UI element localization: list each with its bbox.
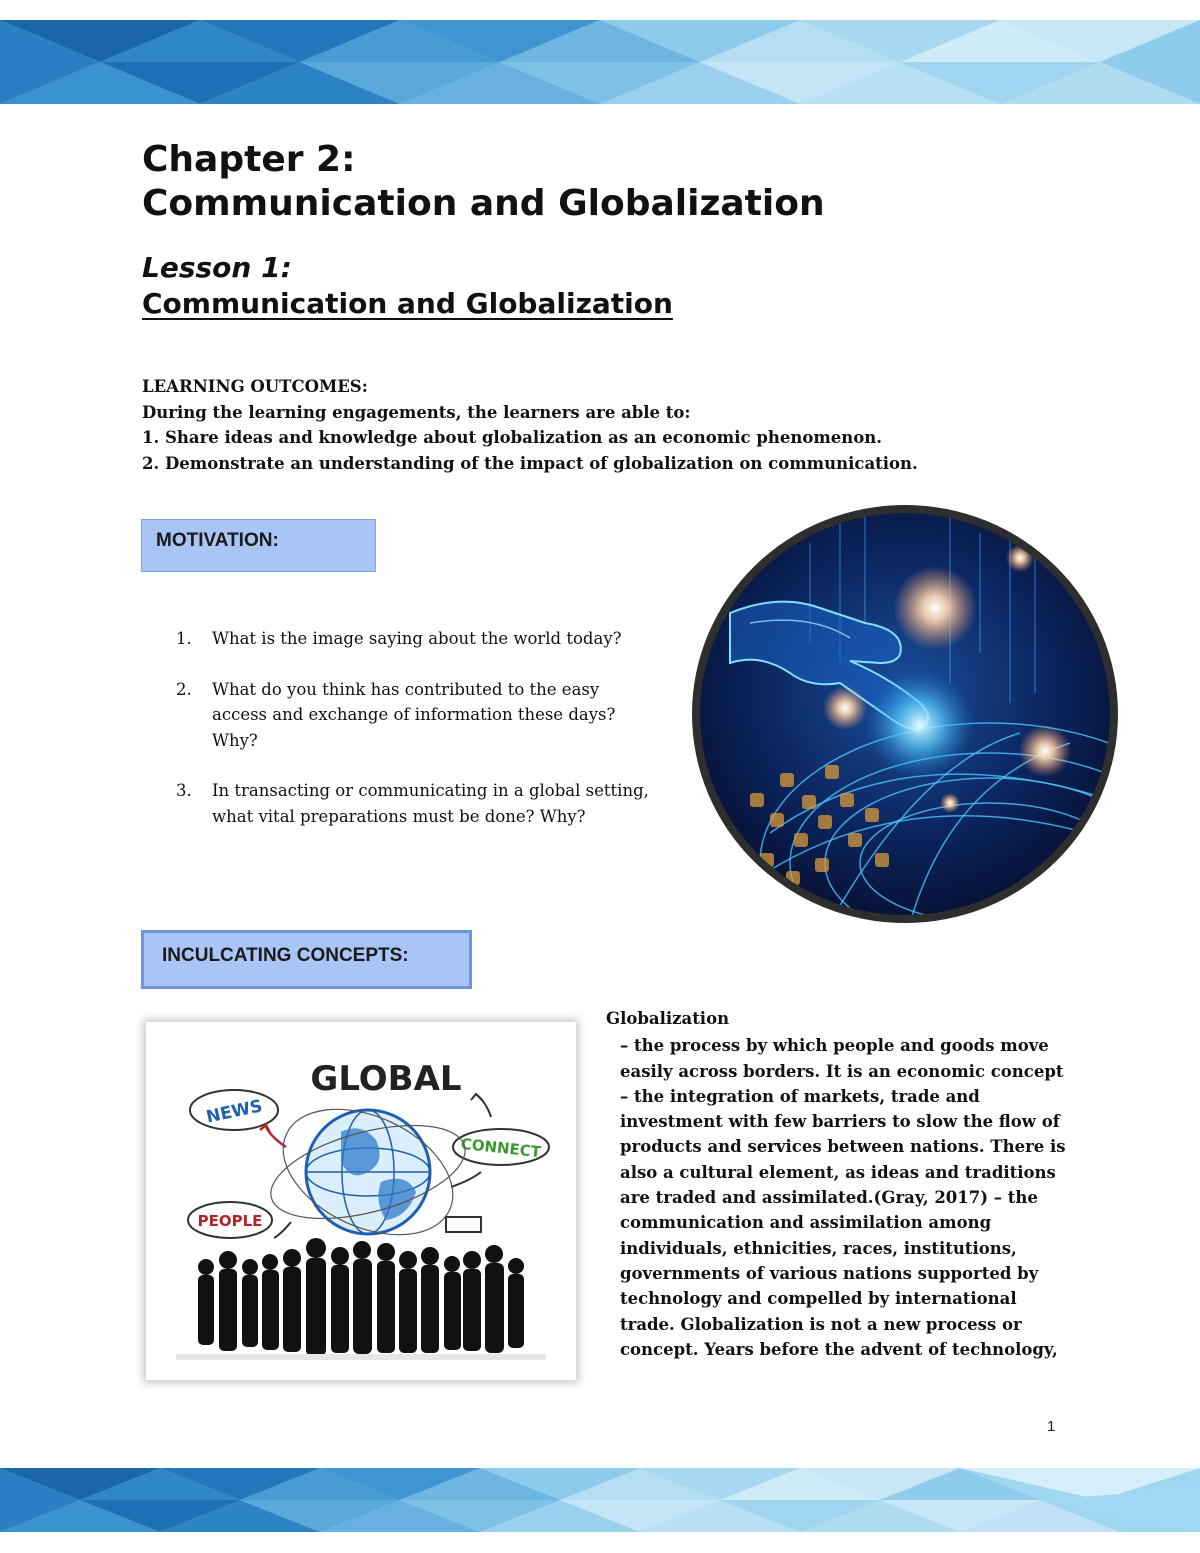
outcome-item: 1. Share ideas and knowledge about globalization as an economic phenomenon. (142, 428, 883, 447)
chapter-heading (142, 138, 825, 226)
lesson-heading (142, 250, 673, 322)
learning-outcomes (142, 374, 918, 476)
question-number: 1. (176, 629, 192, 648)
globalization-body: – the process by which people and goods move easily across borders. It is an economic concept – the integration of markets, trade and investment with few barriers to slow the flow of products and services between nations. There is also a cultural element, as ideas and traditions are traded and assimilated.(Gray, 2017) – the communication and assimilation among individuals, ethnicities, races, institutions, governments of various nations supported by technology and compelled by international trade. Globalization is not a new process or concept. Years before the advent of technology, (620, 1036, 1066, 1359)
tag-people: PEOPLE (197, 1212, 263, 1230)
lesson-number: Lesson 1: (142, 251, 292, 284)
digital-hand-globe-illustration (690, 503, 1120, 923)
global-illustration (146, 1022, 576, 1380)
tag-news: NEWS (204, 1096, 265, 1128)
question-number: 3. (176, 781, 192, 800)
illustration-title: GLOBAL (310, 1059, 462, 1099)
footer-triangle-pattern (0, 1468, 1200, 1532)
header-triangle-pattern (0, 20, 1200, 104)
digital-world-image (690, 503, 1120, 923)
header-decorative-band (0, 20, 1200, 104)
outcomes-intro: During the learning engagements, the learners are able to: (142, 402, 691, 422)
outcomes-heading: LEARNING OUTCOMES: (142, 377, 368, 396)
question-number: 2. (176, 679, 192, 699)
inculcating-concepts-label: INCULCATING CONCEPTS: (141, 930, 472, 989)
tag-connect: CONNECT (459, 1134, 542, 1162)
motivation-questions (176, 626, 676, 854)
question-item (176, 778, 656, 829)
globalization-title: Globalization (606, 1009, 730, 1028)
outcome-item: 2. Demonstrate an understanding of the impact of globalization on communication. (142, 453, 918, 473)
question-text: What is the image saying about the world today? (212, 629, 622, 648)
chapter-title: Communication and Globalization (142, 183, 825, 224)
motivation-label: MOTIVATION: (141, 519, 376, 572)
question-text: In transacting or communicating in a global setting, what vital preparations must be done? Why? (212, 781, 649, 826)
question-text: What do you think has contributed to the easy access and exchange of information these days? Why? (212, 679, 616, 750)
question-item (176, 626, 676, 652)
chapter-number: Chapter 2: (142, 139, 356, 180)
globalization-definition (606, 1006, 1076, 1362)
page-number: 1 (1047, 1418, 1056, 1435)
lesson-title: Communication and Globalization (142, 287, 673, 320)
global-people-illustration (146, 1022, 576, 1380)
question-item (176, 677, 656, 754)
footer-decorative-band (0, 1468, 1200, 1532)
